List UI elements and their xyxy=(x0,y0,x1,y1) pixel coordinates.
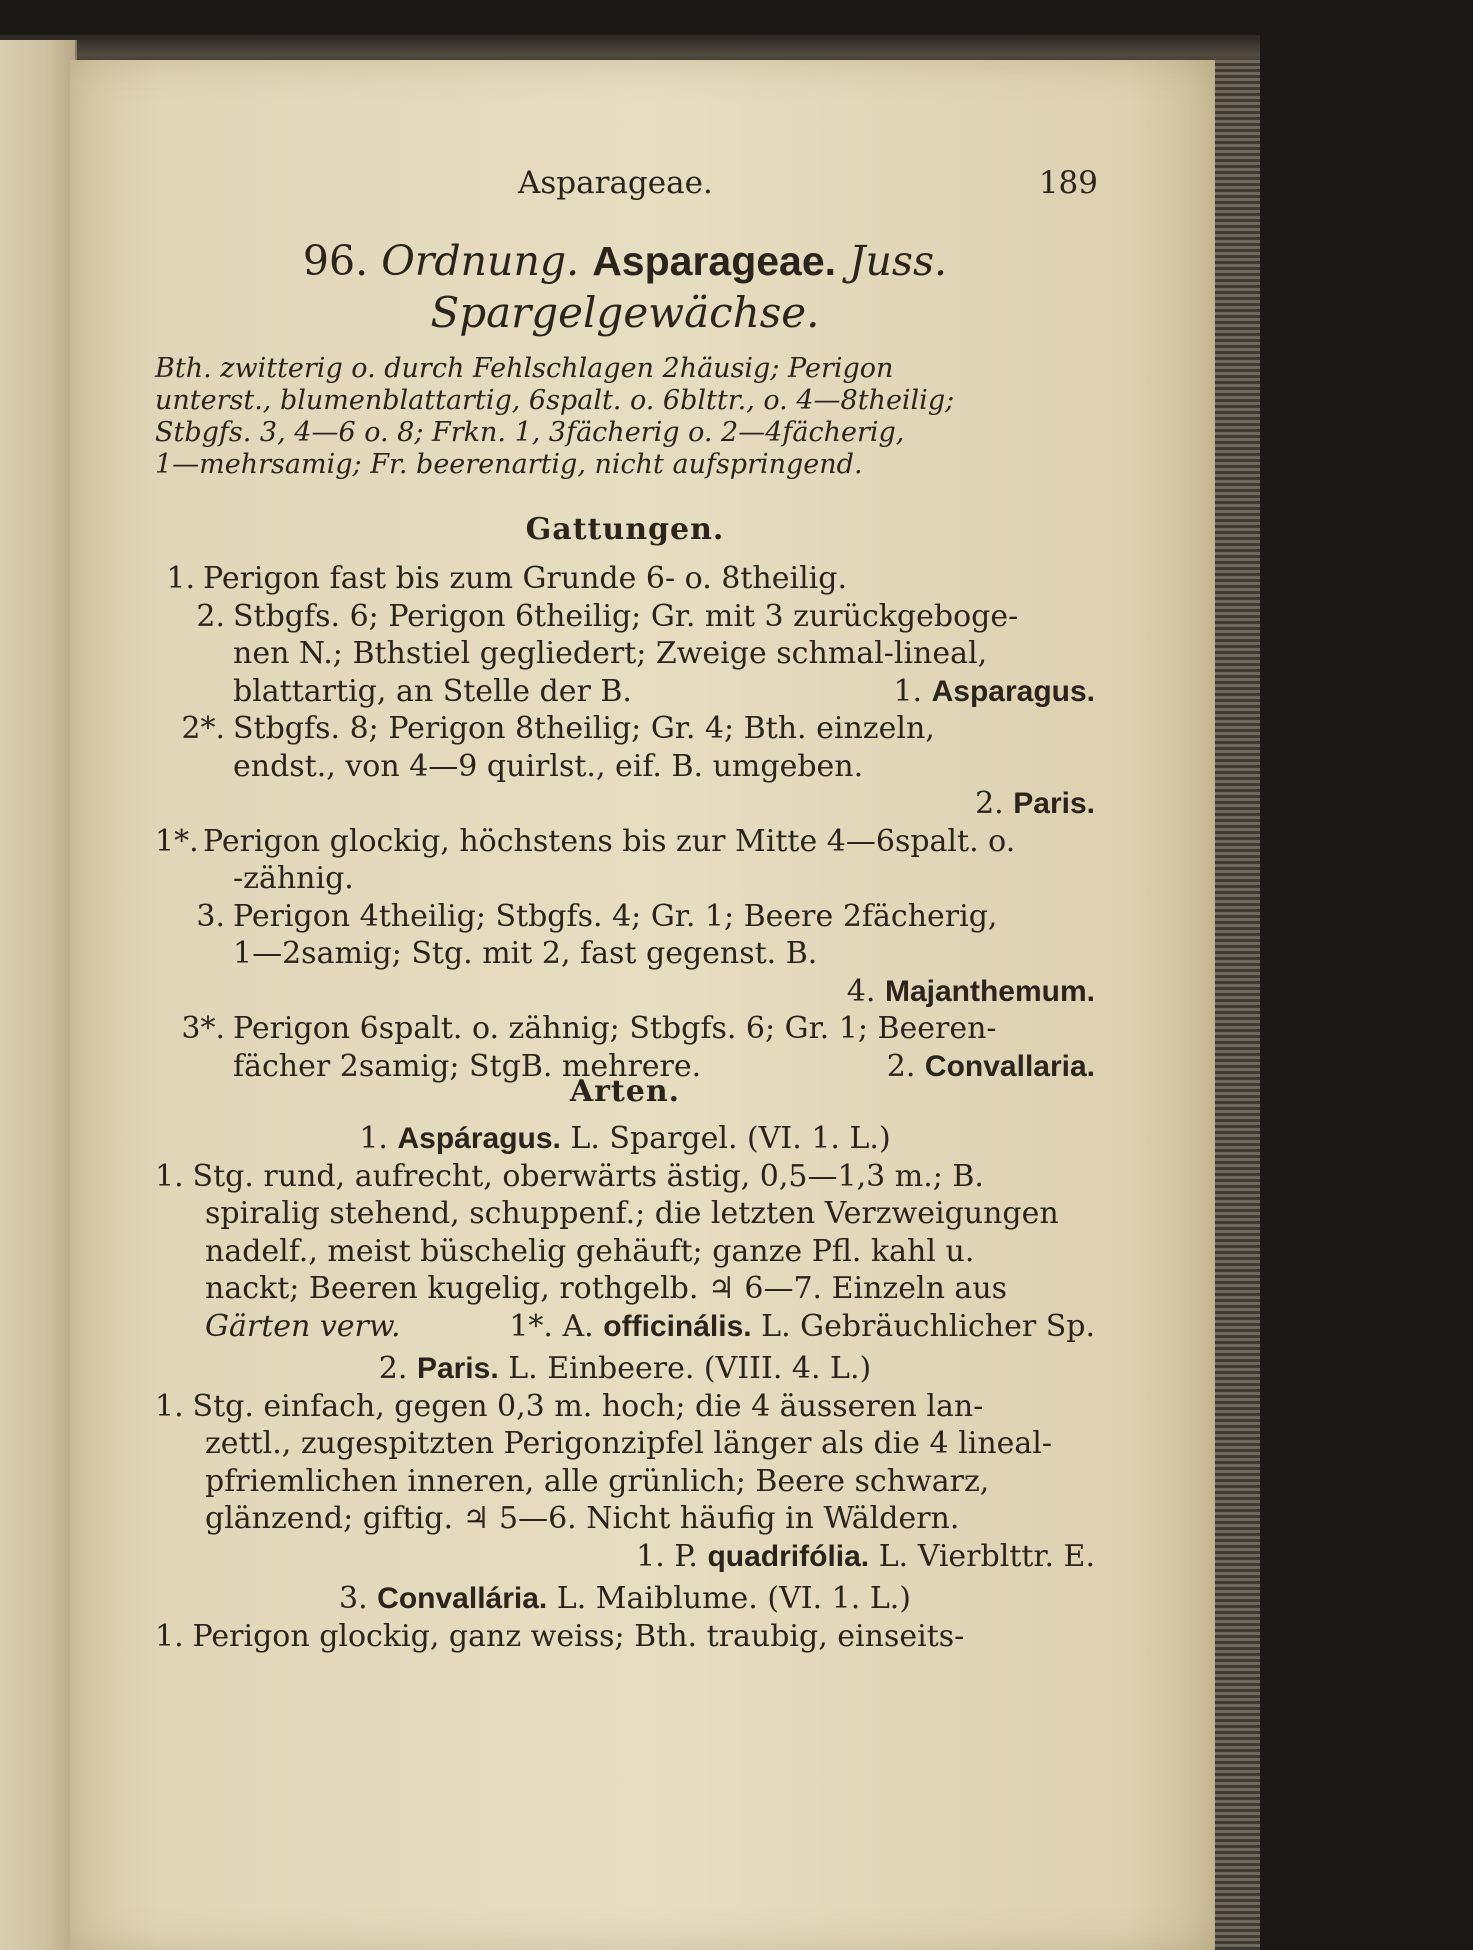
key-result-number: 2. xyxy=(975,786,1004,821)
arten-heading: Arten. xyxy=(569,1074,681,1109)
key-line: Perigon glockig, höchstens bis zur Mitte 4—6spalt. o. xyxy=(203,823,1016,859)
key-line: blattartig, an Stelle der B. xyxy=(233,673,632,709)
key-line: Perigon 6spalt. o. zähnig; Stbgfs. 6; Gr. 1; Beeren- xyxy=(233,1011,997,1046)
species-line: Stg. rund, aufrecht, oberwärts ästig, 0,5—1,3 m.; B. xyxy=(192,1158,984,1194)
genus-number: 3. xyxy=(339,1581,368,1616)
species-line: spiralig stehend, schuppenf.; die letzten Verzweigungen xyxy=(205,1196,1059,1231)
species-habitat: Gärten verw. xyxy=(205,1308,401,1344)
order-description xyxy=(155,353,1090,481)
genus-heading xyxy=(155,1350,1095,1388)
species-common-name: L. Gebräuchlicher Sp. xyxy=(761,1308,1095,1344)
species-number: 1. xyxy=(155,1158,184,1194)
key-line: Stbgfs. 8; Perigon 8theilig; Gr. 4; Bth. einzeln, xyxy=(233,711,935,746)
key-result-number: 1. xyxy=(893,673,923,709)
species-line: Stg. einfach, gegen 0,3 m. hoch; die 4 äusseren lan- xyxy=(192,1388,984,1424)
genus-number: 1. xyxy=(359,1121,388,1156)
key-line: endst., von 4—9 quirlst., eif. B. umgeben. xyxy=(233,748,864,784)
species-common-name: L. Vierblttr. E. xyxy=(878,1538,1095,1574)
species-epithet: officinális. xyxy=(603,1309,752,1343)
genus-heading xyxy=(155,1580,1095,1618)
genus-number: 2. xyxy=(378,1351,408,1386)
key-result-genus: Asparagus. xyxy=(931,674,1095,708)
species-line: Perigon glockig, ganz weiss; Bth. traubig, einseits- xyxy=(192,1618,965,1654)
key-line: 1—2samig; Stg. mit 2, fast gegenst. B. xyxy=(233,936,818,971)
description-line: Bth. zwitterig o. durch Fehlschlagen 2häusig; Perigon xyxy=(155,353,894,384)
key-result-number: 2. xyxy=(886,1048,916,1084)
key-number: 1. xyxy=(166,561,195,596)
key-number: 2. xyxy=(196,598,225,634)
species-entry xyxy=(155,1618,1095,1656)
species-line: nadelf., meist büschelig gehäuft; ganze Pfl. kahl u. xyxy=(205,1233,975,1269)
order-name: Asparageae. xyxy=(592,238,837,284)
description-line: Stbgfs. 3, 4—6 o. 8; Frkn. 1, 3fächerig o. 2—4fächerig, xyxy=(155,417,905,448)
key-number: 3. xyxy=(196,898,225,934)
genus-name: Paris. xyxy=(416,1352,499,1385)
genus-info: L. Spargel. (VI. 1. L.) xyxy=(570,1121,891,1156)
key-result-genus: Convallaria. xyxy=(924,1049,1095,1083)
species-code: 1. P. xyxy=(636,1538,698,1574)
key-line: -zähnig. xyxy=(233,861,354,896)
species-line: pfriemlichen inneren, alle grünlich; Beere schwarz, xyxy=(205,1463,990,1499)
species-entry xyxy=(155,1388,1095,1576)
order-title xyxy=(155,235,1095,339)
order-label: Ordnung. xyxy=(381,237,580,285)
genus-name: Convallária. xyxy=(377,1582,548,1615)
key-entry xyxy=(155,598,1095,711)
key-number: 2*. xyxy=(181,711,225,746)
key-line: fächer 2samig; StgB. mehrere. xyxy=(233,1048,702,1084)
order-author: Juss. xyxy=(849,237,948,285)
genus-info: L. Einbeere. (VIII. 4. L.) xyxy=(508,1351,872,1386)
key-result-genus: Majanthemum. xyxy=(884,974,1095,1008)
species-line: glänzend; giftig. ♃ 5—6. Nicht häufig in Wäldern. xyxy=(205,1501,960,1536)
genus-info: L. Maiblume. (VI. 1. L.) xyxy=(556,1581,911,1616)
key-result-number: 4. xyxy=(846,973,876,1009)
key-result-genus: Paris. xyxy=(1013,787,1095,820)
key-line: nen N.; Bthstiel gegliedert; Zweige schmal-lineal, xyxy=(233,636,988,671)
gattungen-heading: Gattungen. xyxy=(525,512,725,547)
genus-heading xyxy=(155,1120,1095,1158)
genus-key xyxy=(155,560,1095,1085)
species-epithet: quadrifólia. xyxy=(707,1539,870,1573)
species-number: 1. xyxy=(155,1618,184,1654)
key-number: 3*. xyxy=(181,1011,225,1046)
genus-name: Aspáragus. xyxy=(397,1122,561,1155)
key-entry xyxy=(155,710,1095,823)
species-list xyxy=(155,1120,1095,1655)
key-line: Perigon fast bis zum Grunde 6- o. 8theilig. xyxy=(203,561,848,596)
species-entry xyxy=(155,1158,1095,1346)
description-line: 1—mehrsamig; Fr. beerenartig, nicht aufspringend. xyxy=(155,449,863,480)
key-entry xyxy=(155,898,1095,1011)
species-line: zettl., zugespitzten Perigonzipfel länger als die 4 lineal- xyxy=(205,1426,1053,1461)
key-entry xyxy=(155,560,1095,598)
previous-page-edge xyxy=(0,40,77,1950)
order-german-name: Spargelgewächse. xyxy=(430,288,820,337)
key-line: Perigon 4theilig; Stbgfs. 4; Gr. 1; Beere 2fächerig, xyxy=(233,898,998,934)
description-line: unterst., blumenblattartig, 6spalt. o. 6blttr., o. 4—8theilig; xyxy=(155,385,955,416)
species-number: 1. xyxy=(155,1388,184,1424)
running-title: Asparageae. xyxy=(518,165,713,201)
species-line: nackt; Beeren kugelig, rothgelb. ♃ 6—7. Einzeln aus xyxy=(205,1271,1008,1306)
key-number: 1*. xyxy=(155,823,199,859)
order-number: 96. xyxy=(302,237,369,285)
key-entry xyxy=(155,823,1095,898)
key-line: Stbgfs. 6; Perigon 6theilig; Gr. mit 3 zurückgeboge- xyxy=(233,598,1019,634)
book-spine-edge xyxy=(1215,60,1260,1950)
page-number: 189 xyxy=(1038,165,1098,201)
species-code: 1*. A. xyxy=(509,1308,594,1344)
